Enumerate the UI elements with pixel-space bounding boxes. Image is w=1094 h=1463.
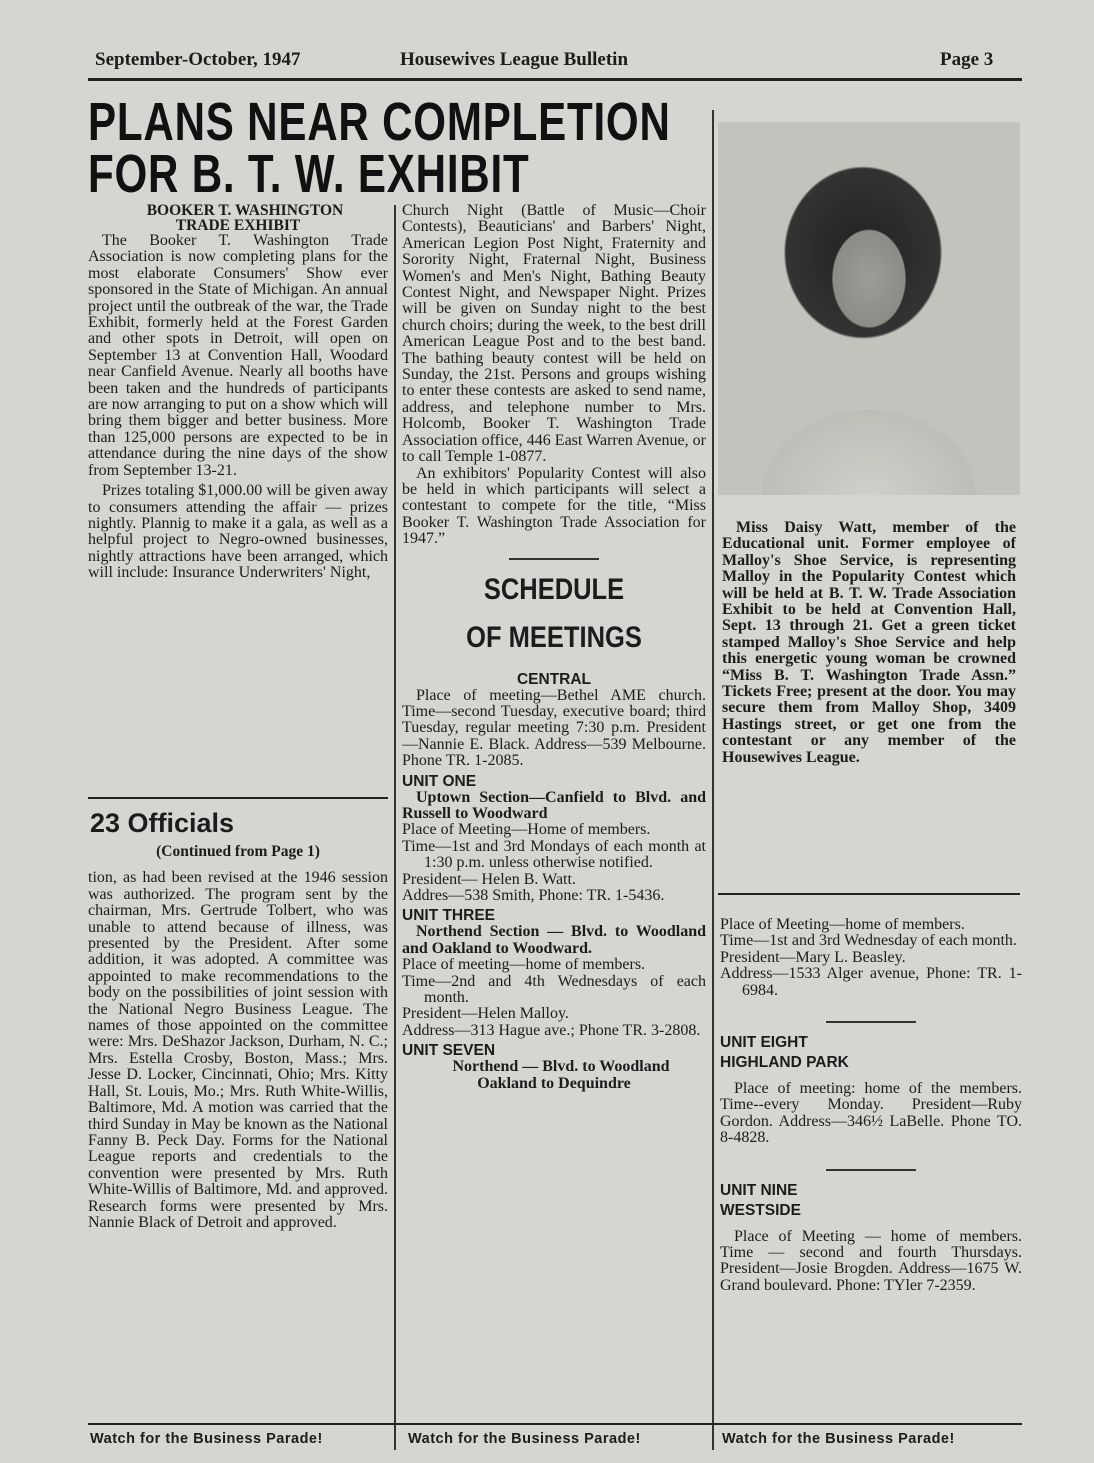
paragraph: Church Night (Battle of Music—Choir Contests), Beauticians' and Barbers' Night, American Legion Post Night, Fraternity and Sorority Night, Fraternal Night, Business Women's and Men's Night, Bathing Beauty Contest Night, and Newspaper Night. Prizes will be given on Sunday night to the best church choirs; during the week, to the best drill American League Post and to the best band. The bathing beauty contest will be held on Sunday, the 21st. Persons and groups wishing to enter these contests are asked to send name, address, and telephone number to Mrs. Holcomb, Booker T. Washington Trade Association office, 446 East Warren Avenue, or to call Temple 1-0877. [402,202,706,466]
officials-article [88,806,388,1231]
schedule-title-line-1: SCHEDULE [483,572,625,606]
unit-detail: Time—1st and 3rd Mondays of each month at 1:30 p.m. unless otherwise notified. [402,837,706,872]
schedule-continued [720,917,1022,1294]
portrait-photo [718,122,1020,495]
unit-detail: President—Mary L. Beasley. [720,948,906,966]
paragraph: The Booker T. Washington Trade Association is now completing plans for the most elaborate Consumers' Show ever sponsored in the State of Michigan. An annual project until the outbreak of the war, the Trade Exhibit, formerly held at the Forest Garden and other spots in Detroit, will open on September 13 at Convention Hall, Woodard near Canfield Avenue. Nearly all booths have been taken and the hundreds of participants are now arranging to put on a show which will bring them bigger and better business. More than 125,000 persons are expected to be in attendance during the nine days of the show from September 13-21. [88,232,388,479]
unit-detail: Addres—538 Smith, Phone: TR. 1-5436. [402,887,665,904]
unit-area: WESTSIDE [720,1201,801,1219]
exhibit-article [88,203,388,582]
continued-note: (Continued from Page 1) [156,843,320,860]
footer-slogan: Watch for the Business Parade! [722,1431,955,1447]
unit-heading: UNIT THREE [402,907,495,925]
caption-text: Miss Daisy Watt, member of the Educational unit. Former employee of Malloy's Shoe Service, is representing Malloy in the Popularity Contest which will be held at B. T. W. Trade Association Exhibit to be held at Convention Hall, Sept. 13 through 21. Get a green ticket stamped Malloy's Shoe Service and help this energetic young woman be crowned “Miss B. T. Washington Trade Assn.” Tickets Free; present at the door. You may secure them from Malloy Shop, 3409 Hastings street, or get one from the contestant or any member of the Housewives League. [722,519,1016,766]
column-divider [394,205,396,1450]
unit-heading: UNIT SEVEN [402,1042,496,1060]
page-number: Page 3 [940,49,994,70]
unit-detail: Place of Meeting—Home of members. [402,821,651,839]
unit-area: Northend — Blvd. to Woodland Oakland to Dequindre [452,1058,670,1092]
paragraph: Place of meeting: home of the members. Time--every Monday. President—Ruby Gordon. Address—346½ LaBelle. Phone TO. 8-4828. [720,1080,1022,1147]
headline-line-2: FOR B. T. W. EXHIBIT [88,144,530,204]
unit-area: HIGHLAND PARK [720,1054,849,1072]
unit-heading: UNIT ONE [402,772,477,790]
section-rule [826,1169,916,1171]
footer-slogan: Watch for the Business Parade! [408,1431,641,1447]
unit-heading: UNIT EIGHT [720,1034,808,1052]
schedule-title [425,566,683,662]
issue-date: September-October, 1947 [95,49,301,70]
paragraph: An exhibitors' Popularity Contest will also be held in which participants will select a contestant to compete for the title, “Miss Booker T. Washington Trade Association for 1947.” [402,464,706,548]
header-rule [88,78,1022,81]
unit-detail: President—Helen Malloy. [402,1005,569,1023]
unit-detail: President— Helen B. Watt. [402,870,576,888]
paragraph: Prizes totaling $1,000.00 will be given away to consumers attending the affair — prizes nightly. Plannig to make it a gala, as well as a helpful project to Negro-owned businesses, nightly attractions have been arranged, which will include: Insurance Underwriters' Night, [88,482,388,582]
unit-detail: Address—313 Hague ave.; Phone TR. 3-2808. [402,1021,701,1039]
headline-line-1: PLANS NEAR COMPLETION [88,92,671,152]
column-divider [712,110,714,1450]
paragraph: Place of meeting—Bethel AME church. Time—second Tuesday, executive board; third Tuesday, regular meeting 7:30 p.m. President—Nannie E. Black. Address—539 Melbourne. Phone TR. 1-2085. [402,686,706,770]
paragraph: Place of Meeting — home of members. Time — second and fourth Thursdays. President—Josie Brogden. Address—1675 W. Grand boulevard. Phone: TYler 7-2359. [720,1227,1022,1294]
section-rule [826,1021,916,1023]
unit-detail: Time—1st and 3rd Wednesday of each month. [720,932,1017,950]
unit-heading: CENTRAL [516,670,592,688]
exhibit-continued [402,203,706,1092]
unit-detail: Address—1533 Alger avenue, Phone: TR. 1-6984. [720,965,1022,999]
paragraph: tion, as had been revised at the 1946 session was authorized. The program sent by the chairman, Mrs. Gertrude Tolbert, who was unable to attend because of illness, was presented by the President. After some addition, it was adopted. A committee was appointed to make recommendations to the body on the possibilities of joint session with the National Negro Business League. The names of those appointed on the committee were: Mrs. DeShazor Jackson, Durham, N. C.; Mrs. Estella Crosby, Boston, Mass.; Mrs. Jesse D. Locker, Cincinnati, Ohio; Mrs. Kitty Hall, St. Louis, Mo.; Mrs. Ruth White-Willis, Baltimore, Md. A motion was carried that the third Sunday in May be known as the National Fanny B. Peck Day. Forms for the National League reports and credentials to the convention were presented by Mrs. Ruth White-Willis of Baltimore, Md. and approved. Research forms were presented by Mrs. Nannie Black of Detroit and approved. [88,869,388,1231]
publication-title: Housewives League Bulletin [400,49,629,70]
footer-slogan: Watch for the Business Parade! [90,1431,323,1447]
unit-detail: Place of meeting—home of members. [402,956,646,974]
officials-title: 23 Officials [90,808,235,838]
photo-caption [722,520,1016,766]
exhibit-subhead: BOOKER T. WASHINGTON TRADE EXHIBIT [146,202,344,234]
unit-area: Uptown Section—Canfield to Blvd. and Russell to Woodward [402,788,706,822]
schedule-title-line-2: OF MEETINGS [466,620,642,654]
unit-heading: UNIT NINE [720,1181,798,1199]
section-rule [509,558,599,560]
unit-detail: Time—2nd and 4th Wednesdays of each month. [402,972,706,1007]
unit-area: Northend Section — Blvd. to Woodland and Oakland to Woodward. [402,923,706,957]
section-rule [718,893,1020,895]
unit-detail: Place of Meeting—home of members. [720,916,965,933]
section-rule [88,797,388,799]
footer-rule [88,1423,1022,1425]
